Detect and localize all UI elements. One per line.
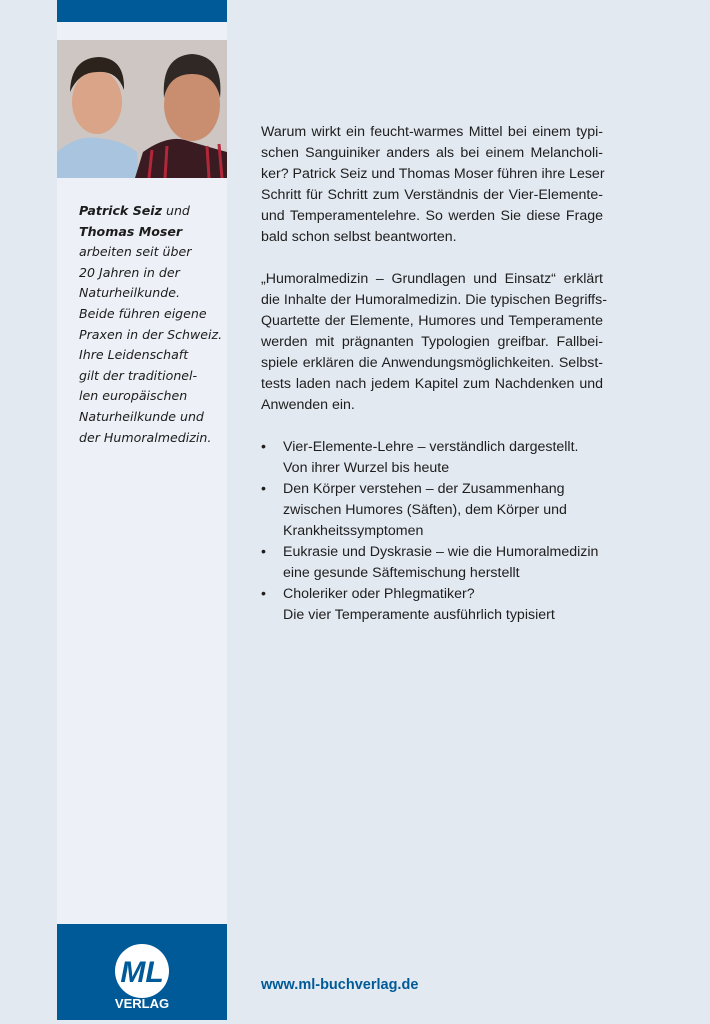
list-item	[261, 584, 603, 626]
text-line: spiele erklären die Anwendungsmöglichkeiten. Selbst-	[261, 355, 603, 371]
text-line: Warum wirkt ein feucht-warmes Mittel bei einem typi-	[261, 124, 603, 140]
bio-line: Praxen in der Schweiz.	[79, 326, 223, 342]
text-line: Schritt für Schritt zum Verständnis der Vier-Elemente-	[261, 187, 603, 203]
bio-line: Ihre Leidenschaft	[79, 347, 189, 363]
bio-line: len europäischen	[79, 388, 188, 404]
bio-line: Naturheilkunde.	[79, 285, 180, 301]
text-line: Eukrasie und Dyskrasie – wie die Humoralmedizin	[283, 544, 599, 560]
bullet-icon: •	[261, 586, 266, 602]
text-line: werden mit prägnanten Typologien greifbar. Fallbei-	[261, 334, 603, 350]
bullet-icon: •	[261, 544, 266, 560]
text-line: Choleriker oder Phlegmatiker?	[283, 586, 475, 602]
bio-line: gilt der traditionel-	[79, 367, 198, 383]
publisher-logo	[57, 924, 227, 1020]
blurb	[261, 122, 607, 626]
top-color-bar	[57, 0, 227, 22]
text-line: bald schon selbst beantworten.	[261, 229, 457, 245]
text-line: Quartette der Elemente, Humores und Temperamente	[261, 313, 603, 329]
bio-line: Beide führen eigene	[79, 305, 207, 321]
bullet-icon: •	[261, 439, 266, 455]
text-line: Vier-Elemente-Lehre – verständlich dargestellt.	[283, 439, 579, 455]
bio-line: 20 Jahren in der	[79, 264, 180, 280]
text-line: und Temperamentelehre. So werden Sie diese Frage	[261, 208, 603, 224]
list-item	[261, 479, 603, 542]
text-line: Krankheitssymptomen	[283, 523, 424, 539]
text-line: tests laden nach jedem Kapitel zum Nachdenken und	[261, 376, 603, 392]
list-item	[261, 437, 603, 479]
sidebar	[57, 0, 227, 1020]
logo-name: VERLAG	[114, 996, 170, 1011]
bullet-icon: •	[261, 481, 266, 497]
logo-mark: ML	[120, 956, 164, 989]
author-name: Patrick Seiz	[79, 203, 162, 218]
authors-photo	[57, 40, 227, 178]
text-line: schen Sanguiniker anders als bei einem Melancholi-	[261, 145, 603, 161]
list-item	[261, 542, 603, 584]
text-line: eine gesunde Säftemischung herstellt	[283, 565, 520, 581]
bio-text: und	[161, 203, 190, 218]
text-line: Die vier Temperamente ausführlich typisiert	[283, 607, 555, 623]
author-bio	[79, 201, 222, 448]
text-line: zwischen Humores (Säften), dem Körper und	[283, 502, 567, 518]
text-line: Von ihrer Wurzel bis heute	[283, 460, 450, 476]
text-line: die Inhalte der Humoralmedizin. Die typischen Begriffs-	[261, 292, 607, 308]
bio-line: der Humoralmedizin.	[79, 429, 212, 445]
text-line: Anwenden ein.	[261, 397, 355, 413]
paragraph	[261, 269, 607, 416]
text-line: Den Körper verstehen – der Zusammenhang	[283, 481, 565, 497]
feature-list	[261, 437, 603, 626]
paragraph	[261, 122, 603, 248]
bio-line: arbeiten seit über	[79, 244, 192, 260]
publisher-url[interactable]: www.ml-buchverlag.de	[261, 977, 419, 993]
author-name: Thomas Moser	[79, 223, 183, 239]
bio-line: Naturheilkunde und	[79, 408, 204, 424]
text-line: ker? Patrick Seiz und Thomas Moser führen ihre Leser	[261, 166, 605, 182]
text-line: „Humoralmedizin – Grundlagen und Einsatz“ erklärt	[261, 271, 603, 287]
